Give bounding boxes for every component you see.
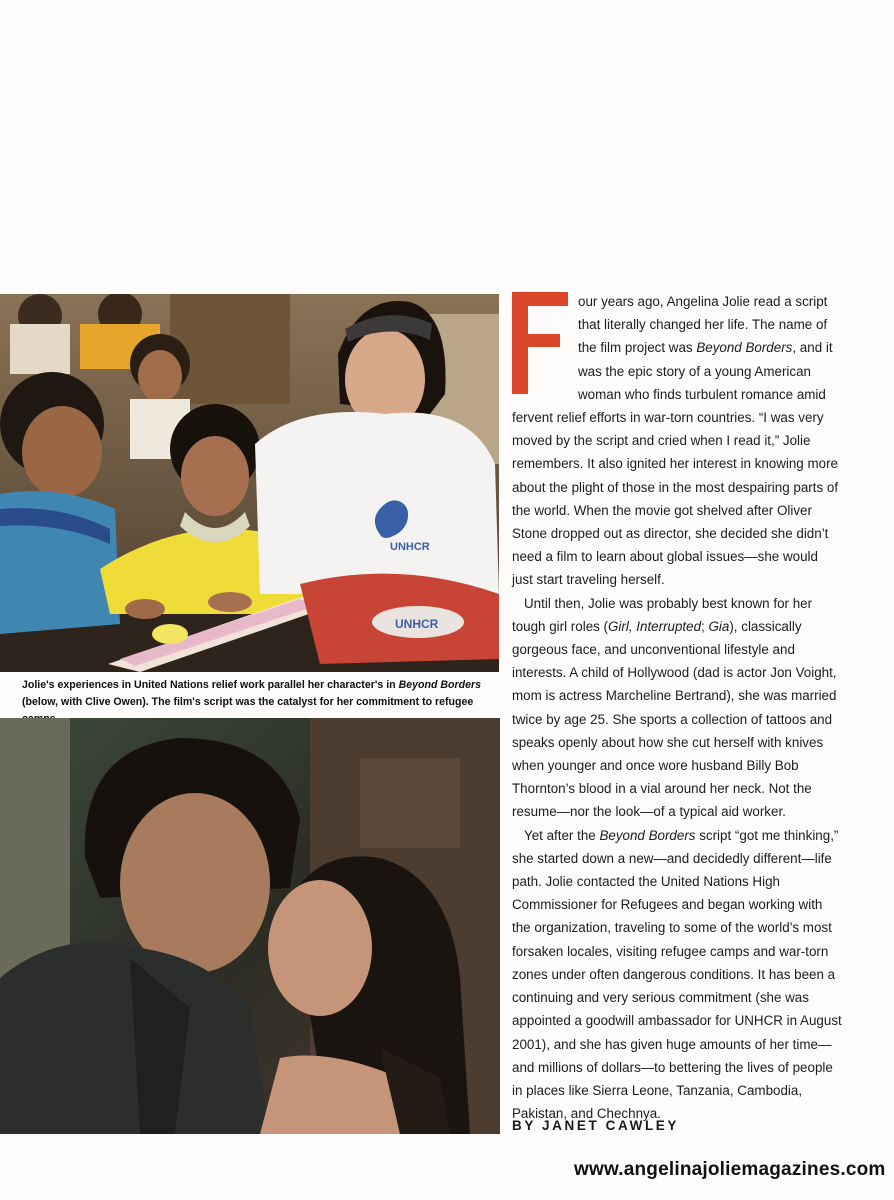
article-paragraph-2 (512, 592, 842, 824)
article-p2-separator: ; (701, 618, 709, 634)
article-p1-text-a: our years ago, Angelina Jolie read a script that literally changed her life. The name of the film project was (578, 294, 828, 356)
caption-film-title: Beyond Borders (398, 679, 481, 691)
article-paragraph-3 (512, 824, 842, 1126)
photo-film-still (0, 718, 500, 1134)
byline: BY JANET CAWLEY (512, 1118, 680, 1133)
article-paragraph-1 (512, 290, 842, 592)
article-body (512, 290, 842, 1125)
article-p2-text-b: ), classically gorgeous face, and unconventional lifestyle and interests. A child of Hollywood (dad is actor Jon Voight, mom is actress Marcheline Bertrand), she was married twice by age 25. She sports a collection of tattoos and speaks openly about how she cut herself with knives when younger and once wore husband Billy Bob Thornton’s blood in a vial around her neck. Not the resume—nor the look—of a typical aid worker. (512, 618, 837, 820)
shirt-unhcr-text: UNHCR (390, 541, 430, 553)
article-p1-text-b: , and it was the epic story of a young American woman who finds turbulent romance amid fervent relief efforts in war-torn countries. “I was very moved by the script and cried when I read it,” Jolie remembers. It also ignited her interest in knowing more about the plight of those in the most despairing parts of the world. When the movie got shelved after Oliver Stone dropped out as director, she decided she didn’t need a film to learn about global issues—she would just start traveling herself. (512, 340, 839, 588)
article-p3-film-title: Beyond Borders (599, 827, 696, 843)
photo-jolie-with-children (0, 294, 499, 672)
article-p3-text-b: script “got me thinking,” she started down a new—and decidedly different—life path. Jolie contacted the United Nations High Commissioner for Refugees and began working with the organization, traveling to some of the world’s most forsaken locales, visiting refugee camps and war-torn zones under often dangerous conditions. It has been a continuing and very serious commitment (she was appointed a goodwill ambassador for UNHCR in August 2001), and she has given huge amounts of her time—and millions of dollars—to bettering the lives of people in places like Sierra Leone, Tanzania, Cambodia, Pakistan, and Chechnya. (512, 827, 842, 1122)
article-p2-text-a: Until then, Jolie was probably best known for her tough girl roles ( (512, 595, 813, 634)
caption-text-2: (below, with Clive Owen). The film's script was the catalyst for her commitment to refugee (22, 696, 474, 708)
article-p1-film-title: Beyond Borders (696, 340, 793, 356)
article-p3-text-a: Yet after the (524, 827, 600, 843)
article-p2-film-title-1: Girl, Interrupted (608, 618, 702, 634)
drop-cap (512, 292, 570, 394)
caption-text-1: Jolie's experiences in United Nations relief work parallel her character's in (22, 679, 399, 691)
bag-unhcr-text: UNHCR (395, 617, 439, 631)
article-p2-film-title-2: Gia (708, 618, 730, 634)
watermark-url: www.angelinajoliemagazines.com (574, 1159, 886, 1180)
